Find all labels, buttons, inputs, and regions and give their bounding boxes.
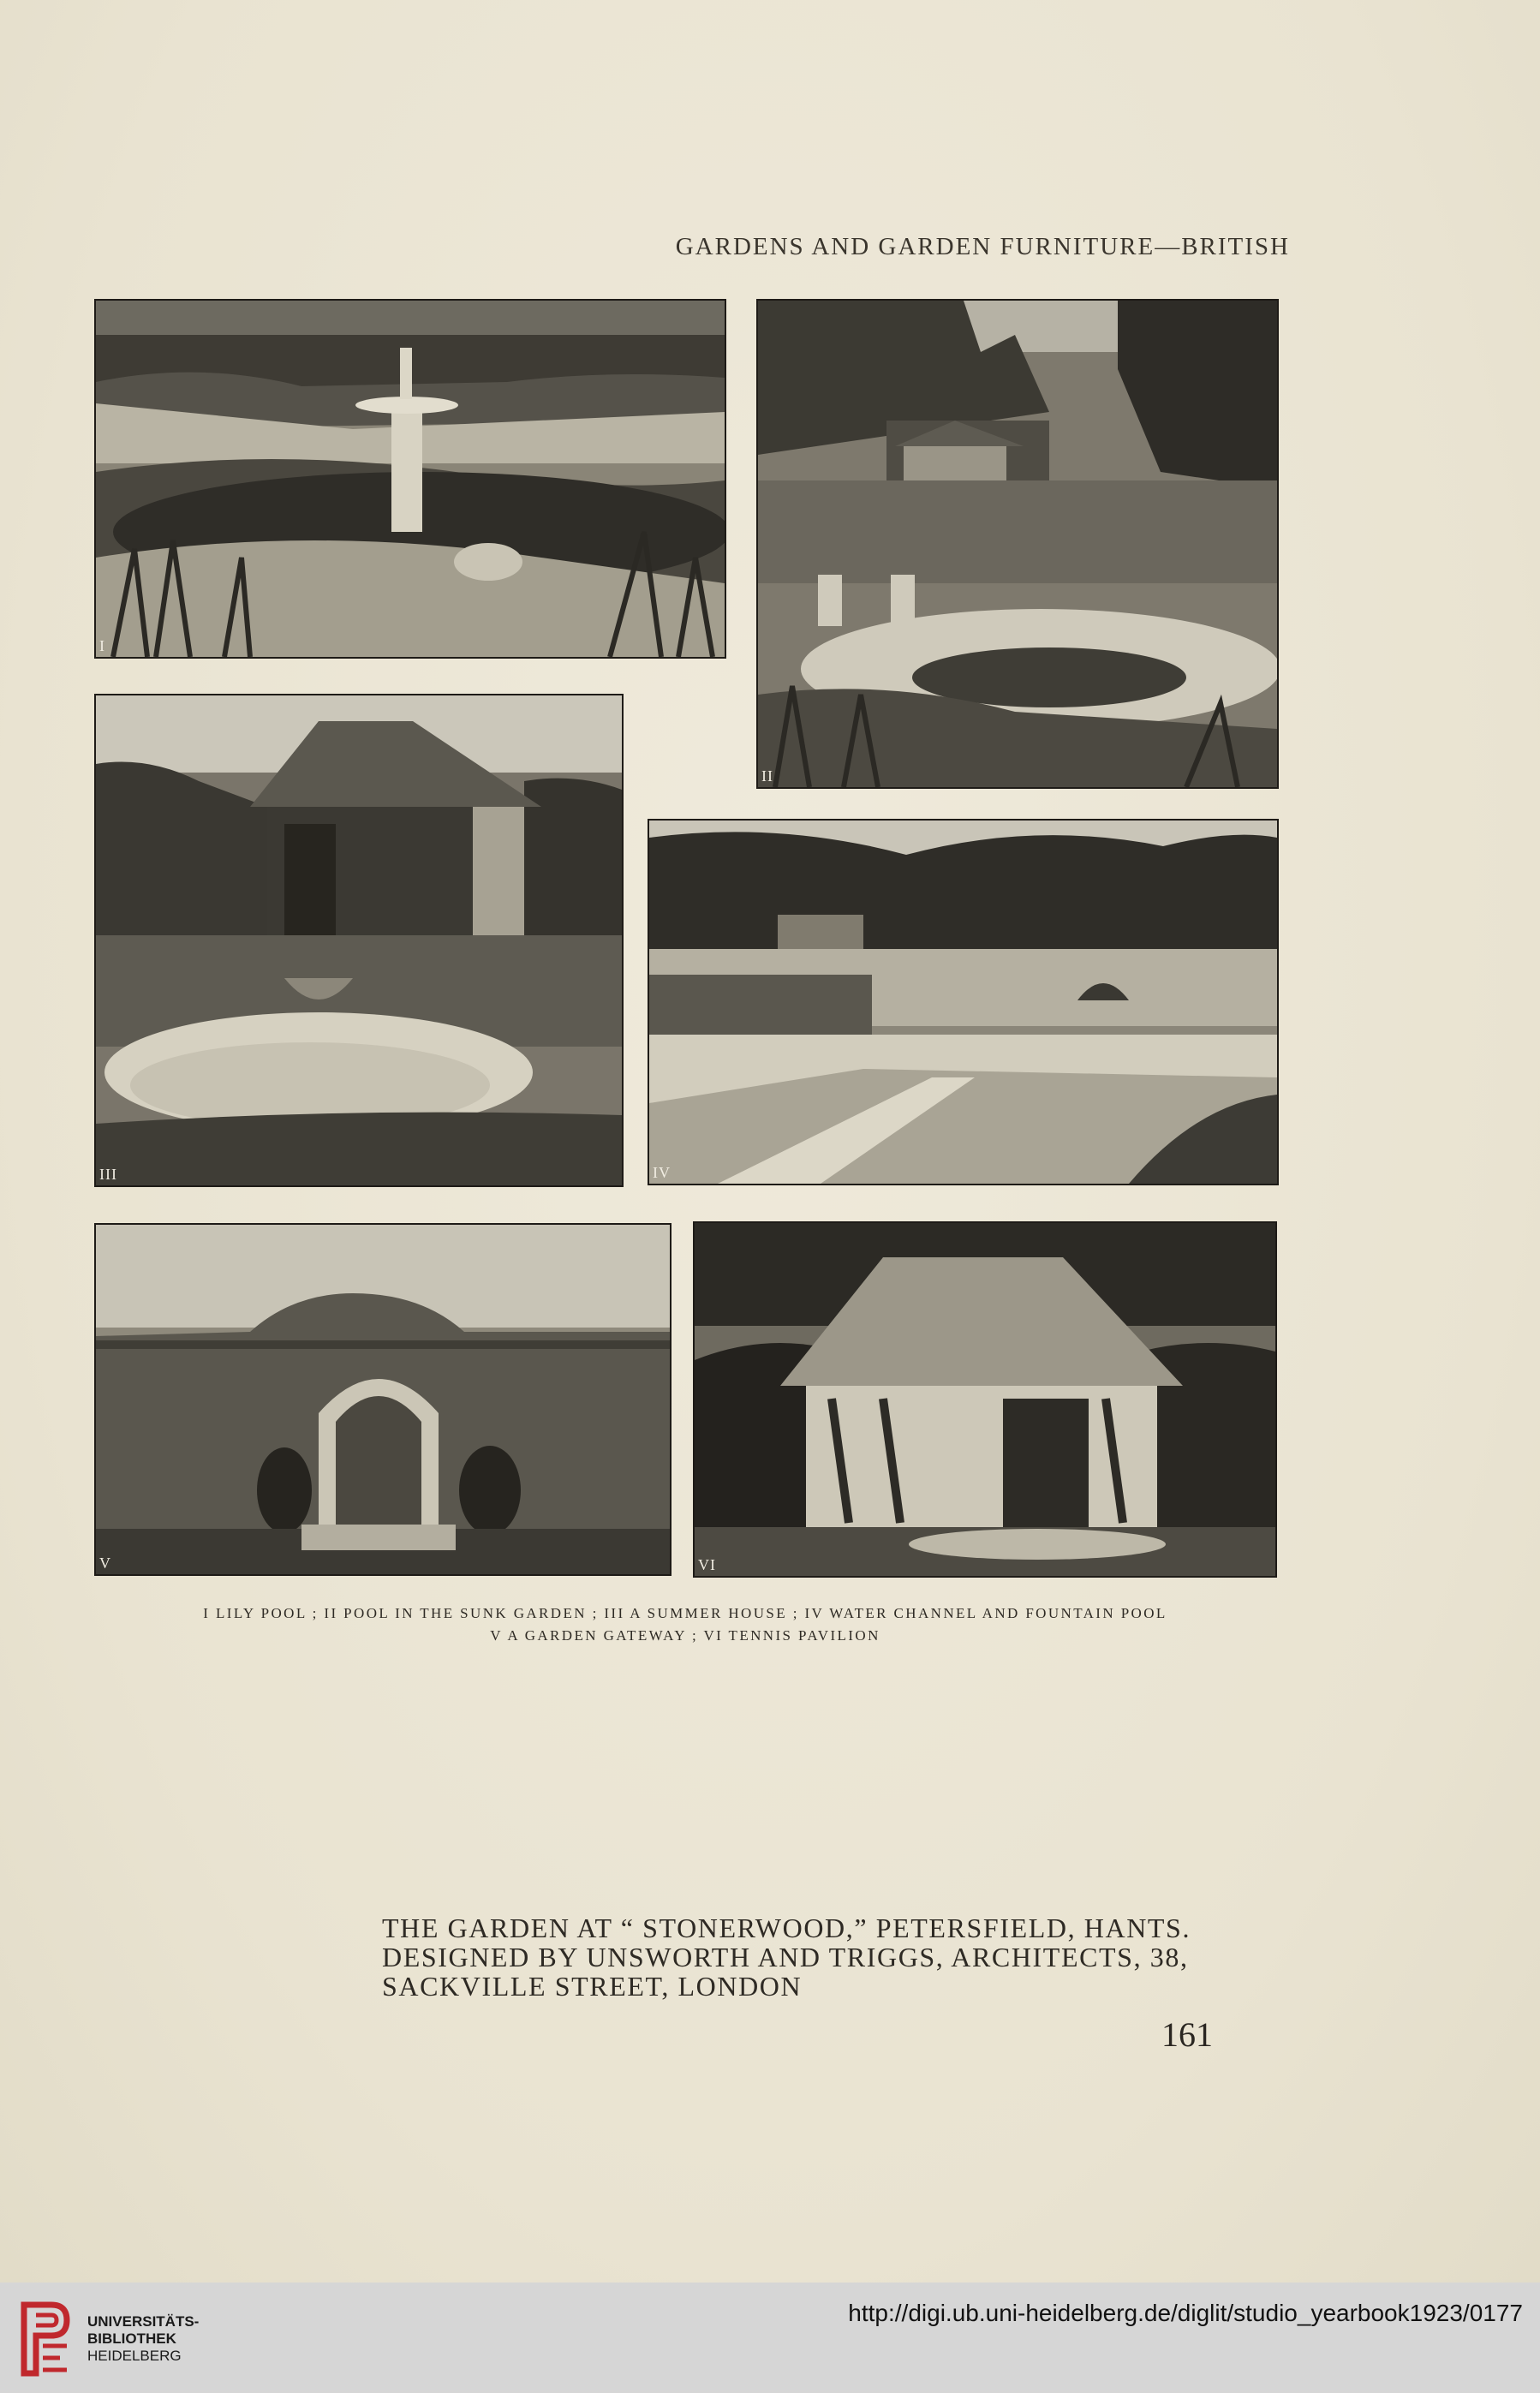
plate-numeral: III	[99, 1166, 117, 1183]
title-line-3: SACKVILLE STREET, LONDON	[382, 1971, 803, 2002]
plate-numeral: IV	[653, 1164, 671, 1181]
plate-numeral: V	[99, 1555, 111, 1572]
plates-caption-line-2: V A GARDEN GATEWAY ; VI TENNIS PAVILION	[490, 1627, 880, 1644]
photo-plate-4-water-channel	[648, 819, 1279, 1185]
source-url-link[interactable]: http://digi.ub.uni-heidelberg.de/diglit/studio_yearbook1923/0177	[848, 2300, 1523, 2326]
library-name-line-3: HEIDELBERG	[87, 2348, 182, 2364]
photo-plate-3-summer-house	[94, 694, 624, 1187]
library-logo-icon	[17, 2298, 74, 2380]
library-name	[87, 2313, 199, 2365]
footer-bar	[0, 2283, 1540, 2393]
title-line-2: DESIGNED BY UNSWORTH AND TRIGGS, ARCHITECTS, 38,	[382, 1942, 1189, 1972]
page-number: 161	[1161, 2015, 1213, 2054]
photo-plate-2-sunk-garden-pool	[756, 299, 1279, 789]
title-block	[382, 1913, 1307, 2001]
library-name-line-2: BIBLIOTHEK	[87, 2330, 176, 2347]
plate-numeral: I	[99, 637, 105, 654]
photo-plate-6-tennis-pavilion	[693, 1221, 1277, 1578]
library-name-line-1: UNIVERSITÄTS-	[87, 2313, 200, 2330]
photo-plate-5-garden-gateway	[94, 1223, 672, 1576]
title-line-1: THE GARDEN AT “ STONERWOOD,” PETERSFIELD, HANTS.	[382, 1913, 1191, 1943]
plates-caption-line-1: I LILY POOL ; II POOL IN THE SUNK GARDEN ; III A SUMMER HOUSE ; IV WATER CHANNEL AND FOUNTAIN POOL	[203, 1605, 1167, 1621]
plate-numeral: II	[761, 767, 773, 785]
photo-plate-1-lily-pool	[94, 299, 726, 659]
running-head: GARDENS AND GARDEN FURNITURE—BRITISH	[675, 233, 1290, 260]
plate-numeral: VI	[698, 1556, 716, 1573]
